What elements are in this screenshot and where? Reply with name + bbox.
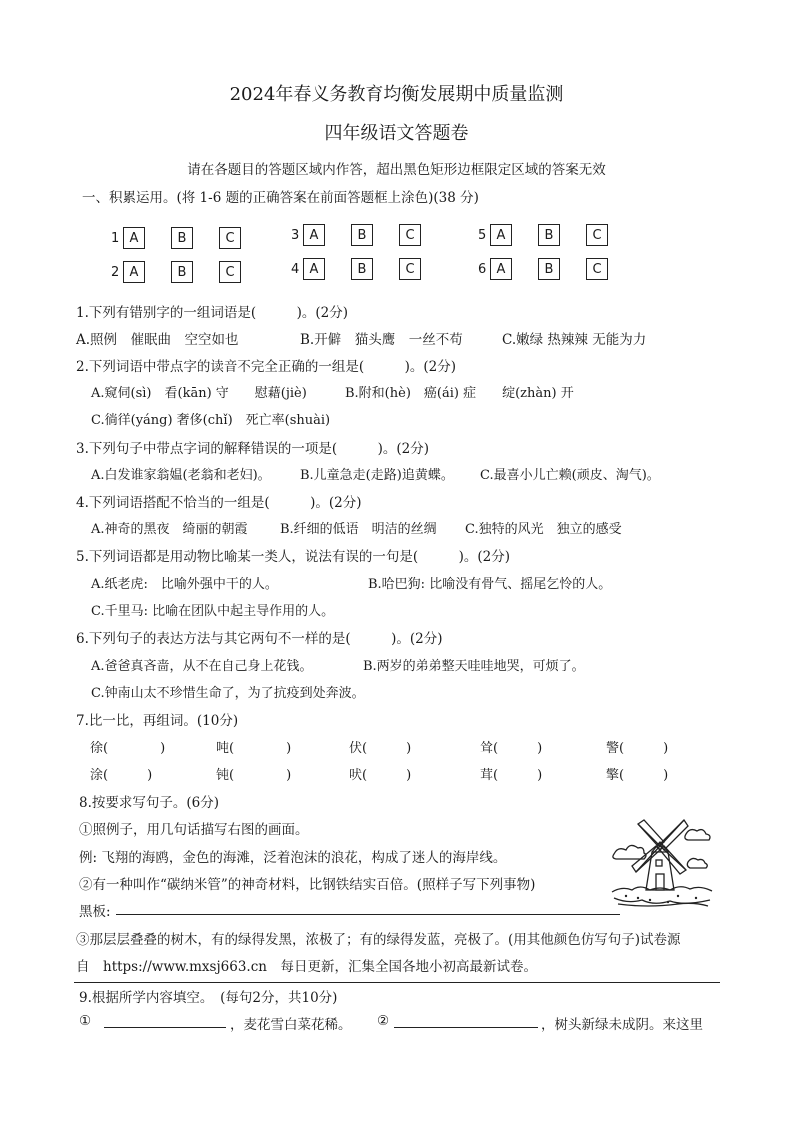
answer-box-group-4 <box>291 258 447 280</box>
answer-option-5a[interactable]: A <box>490 224 512 246</box>
answer-option-1a[interactable]: A <box>123 227 145 249</box>
q2-option-b: B.附和(hè) 癌(ái) 症 绽(zhàn) 开 <box>345 386 574 401</box>
q2-stem: 2.下列词语中带点字的读音不完全正确的一组是( )。(2分) <box>76 359 457 375</box>
answer-box-number: 3 <box>291 227 300 243</box>
answer-option-6b[interactable]: B <box>538 258 560 280</box>
answer-option-1b[interactable]: B <box>171 227 193 249</box>
q7-word: 钝( ) <box>216 768 292 783</box>
answer-option-2b[interactable]: B <box>171 261 193 283</box>
answer-option-2a[interactable]: A <box>123 261 145 283</box>
q1-option-b: B.开僻 猫头鹰 一丝不苟 <box>300 332 463 348</box>
q1-option-a: A.照例 催眠曲 空空如也 <box>76 332 239 348</box>
answer-option-4a[interactable]: A <box>303 258 325 280</box>
answer-line[interactable] <box>74 982 720 983</box>
answer-box-group-3 <box>291 224 447 246</box>
q8-example: 例: 飞翔的海鸥，金色的海滩，泛着泡沫的浪花，构成了迷人的海岸线。 <box>79 850 507 866</box>
q5-option-c: C.千里马: 比喻在团队中起主导作用的人。 <box>91 604 335 619</box>
q1-stem: 1.下列有错别字的一组词语是( )。(2分) <box>76 305 349 321</box>
q7-word: 伏( ) <box>349 741 412 756</box>
q3-option-c: C.最喜小儿亡赖(顽皮、淘气)。 <box>480 468 660 483</box>
q5-option-b: B.哈巴狗: 比喻没有骨气、摇尾乞怜的人。 <box>368 577 612 592</box>
blackboard-answer-line[interactable] <box>116 914 620 915</box>
answer-option-1c[interactable]: C <box>219 227 241 249</box>
q9-stem: 9.根据所学内容填空。 (每句2分，共10分) <box>79 990 338 1006</box>
q9-item1-blank[interactable] <box>104 1027 226 1028</box>
q3-stem: 3.下列句子中带点字词的解释错误的一项是( )。(2分) <box>76 441 430 457</box>
answer-box-number: 1 <box>111 230 120 246</box>
q9-item2-text: ，树头新绿未成阴。来这里 <box>541 1017 703 1033</box>
q7-word: 茸( ) <box>480 768 543 783</box>
answer-box-number: 5 <box>478 227 487 243</box>
q7-word: 吠( ) <box>349 768 412 783</box>
q8-blackboard-label: 黑板: <box>79 904 111 920</box>
q4-option-a: A.神奇的黑夜 绮丽的朝霞 <box>91 522 248 537</box>
q7-word: 吨( ) <box>216 741 292 756</box>
q6-option-b: B.两岁的弟弟整天哇哇地哭，可烦了。 <box>363 659 585 674</box>
answer-option-5b[interactable]: B <box>538 224 560 246</box>
q4-option-b: B.纤细的低语 明洁的丝绸 <box>280 522 437 537</box>
answer-option-5c[interactable]: C <box>586 224 608 246</box>
q7-word: 徐( ) <box>90 741 166 756</box>
q8-part1: ①照例子，用几句话描写右图的画面。 <box>79 822 309 838</box>
answer-option-6c[interactable]: C <box>586 258 608 280</box>
q9-item2-number: ② <box>377 1013 390 1029</box>
answer-option-4b[interactable]: B <box>351 258 373 280</box>
q6-option-a: A.爸爸真吝啬，从不在自己身上花钱。 <box>91 659 313 674</box>
q7-stem: 7.比一比，再组词。(10分) <box>76 713 239 729</box>
q3-option-b: B.儿童急走(走路)追黄蝶。 <box>300 468 454 483</box>
exam-subtitle: 四年级语文答题卷 <box>324 123 469 144</box>
q3-option-a: A.白发谁家翁媪(老翁和老妇)。 <box>91 468 271 483</box>
answer-box-group-2 <box>111 261 267 283</box>
answer-notice: 请在各题目的答题区域内作答，超出黑色矩形边框限定区域的答案无效 <box>187 162 606 178</box>
answer-box-group-6 <box>478 258 634 280</box>
q8-part3-line2: 自 https://www.mxsj663.cn 每日更新，汇集全国各地小初高最新试卷。 <box>76 959 537 975</box>
windmill-illustration <box>608 812 716 908</box>
answer-option-3a[interactable]: A <box>303 224 325 246</box>
q7-word: 擎( ) <box>606 768 669 783</box>
answer-box-number: 6 <box>478 261 487 277</box>
q1-option-c: C.嫩绿 热辣辣 无能为力 <box>502 332 647 348</box>
answer-box-number: 4 <box>291 261 300 277</box>
q9-item1-text: ，麦花雪白菜花稀。 <box>230 1017 352 1033</box>
answer-box-group-1 <box>111 227 267 249</box>
q5-option-a: A.纸老虎: 比喻外强中干的人。 <box>91 577 278 592</box>
q6-option-c: C.钟南山太不珍惜生命了，为了抗疫到处奔波。 <box>91 686 365 701</box>
q2-option-c: C.徜徉(yáng) 奢侈(chǐ) 死亡率(shuài) <box>91 413 331 428</box>
q8-stem: 8.按要求写句子。(6分) <box>79 795 220 811</box>
q8-part3-line1: ③那层层叠叠的树木，有的绿得发黑，浓极了；有的绿得发蓝，亮极了。(用其他颜色仿写句子)试卷源 <box>76 932 681 948</box>
q6-stem: 6.下列句子的表达方法与其它两句不一样的是( )。(2分) <box>76 631 443 647</box>
answer-box-number: 2 <box>111 264 120 280</box>
exam-title: 2024年春义务教育均衡发展期中质量监测 <box>229 84 564 105</box>
q7-word: 涂( ) <box>90 768 153 783</box>
q4-option-c: C.独特的风光 独立的感受 <box>465 522 622 537</box>
answer-box-group-5 <box>478 224 634 246</box>
answer-option-3b[interactable]: B <box>351 224 373 246</box>
answer-option-2c[interactable]: C <box>219 261 241 283</box>
answer-option-6a[interactable]: A <box>490 258 512 280</box>
q2-option-a: A.窥伺(sì) 看(kān) 守 慰藉(jiè) <box>91 386 307 401</box>
q4-stem: 4.下列词语搭配不恰当的一组是( )。(2分) <box>76 495 362 511</box>
section1-heading: 一、积累运用。(将 1-6 题的正确答案在前面答题框上涂色)(38 分) <box>82 190 479 206</box>
answer-option-4c[interactable]: C <box>399 258 421 280</box>
q8-part2: ②有一种叫作“碳纳米管”的神奇材料，比钢铁结实百倍。(照样子写下列事物) <box>79 877 536 893</box>
answer-option-3c[interactable]: C <box>399 224 421 246</box>
q9-item1-number: ① <box>79 1013 92 1029</box>
q5-stem: 5.下列词语都是用动物比喻某一类人，说法有误的一句是( )。(2分) <box>76 549 511 565</box>
q7-word: 警( ) <box>606 741 669 756</box>
q7-word: 耸( ) <box>480 741 543 756</box>
q9-item2-blank[interactable] <box>394 1027 538 1028</box>
